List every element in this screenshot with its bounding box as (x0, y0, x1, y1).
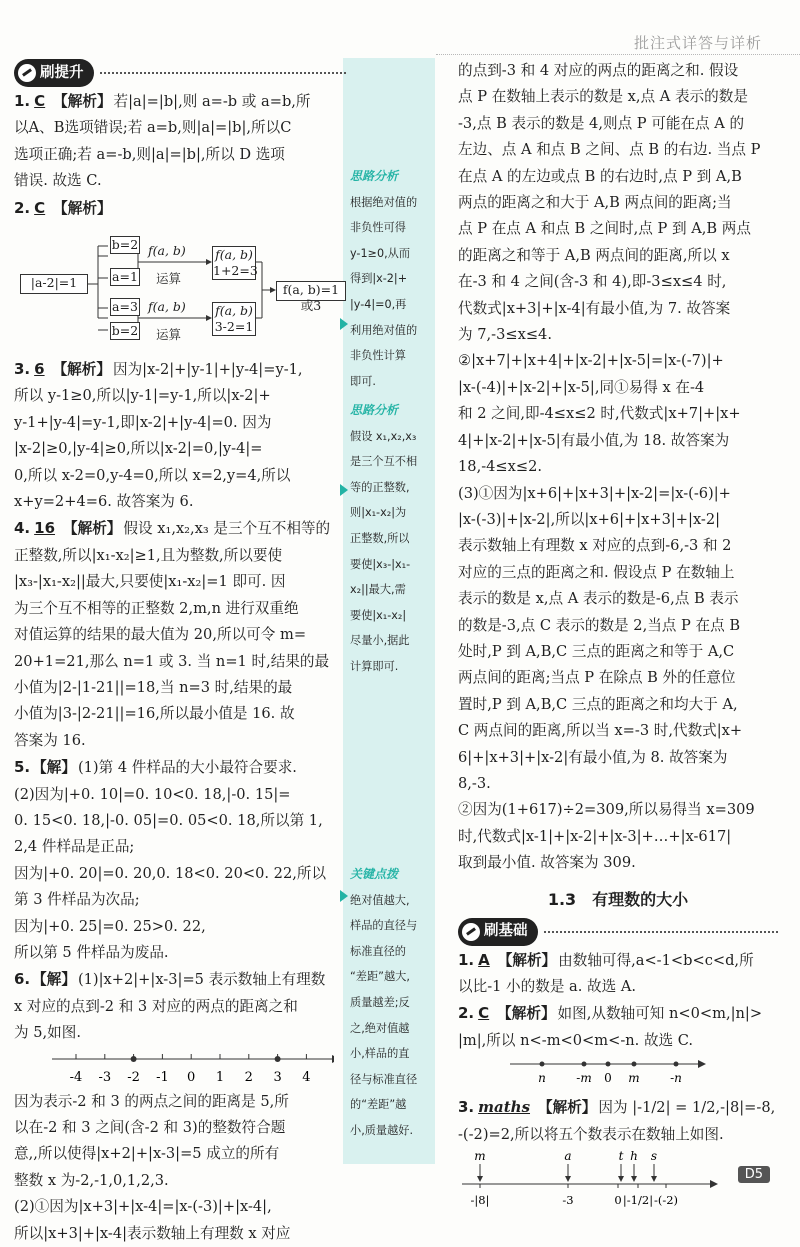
side-note-line: 径与标准直径 (350, 1072, 418, 1086)
side-note-line: 是三个互不相 (350, 455, 418, 469)
text-line: 两点的距离之和大于 A,B 两点间的距离;当 (458, 194, 732, 212)
text-line: |x-(-3)|+|x-2|,所以|x+6|+|x+3|+|x-2| (458, 510, 721, 528)
text-line: y-1+|y-4|=y-1,即|x-2|+|y-4|=0. 因为 (14, 413, 272, 431)
text-line: 错误. 故选 C. (14, 172, 102, 190)
flow-box: f(a, b) 3-2=1 (212, 302, 256, 336)
tick-label: -2 (127, 1069, 140, 1085)
text-line: 答案为 16. (14, 731, 86, 749)
flow-label: 运算 (156, 271, 182, 287)
side-note-line: 要使|x₁-x₂| (350, 608, 407, 622)
text-line: 正整数,所以|x₁-x₂|≥1,且为整数,所以要使 (14, 546, 283, 564)
text-line: 为三个互不相等的正整数 2,m,n 进行双重绝 (14, 599, 299, 617)
tick-label: |-1/2| (622, 1193, 654, 1208)
text-line: 意,,所以使得|x+2|+|x-3|=5 成立的所有 (14, 1145, 280, 1163)
text-line: 2,4 件样品是正品; (14, 838, 135, 856)
point-label: a (564, 1149, 572, 1164)
question-number: 4. (14, 519, 31, 538)
analysis-tag: 【解析】 (538, 1099, 597, 1117)
point-label: s (650, 1149, 658, 1164)
side-note-title: 关键点拨 (350, 867, 399, 881)
flow-label: f(a, b) (148, 243, 186, 259)
text-line: 取到最小值. 故答案为 309. (458, 854, 636, 872)
text-line: ②|x+7|+|x+4|+|x-2|+|x-5|=|x-(-7)|+ (458, 352, 724, 370)
text-line: 的点到-3 和 4 对应的两点的距离之和. 假设 (458, 62, 739, 79)
section-badge (14, 59, 94, 87)
text-line: 因为 |-1/2| = 1/2,-|8|=-8, (598, 1099, 776, 1117)
text-line: 小值为|2-|1-21||=18,当 n=3 时,结果的最 (14, 678, 293, 696)
text-line: 以A、B选项错误;若 a=b,则|a|=|b|,所以C (14, 119, 292, 137)
question-number: 1. (458, 950, 475, 969)
flow-box: f(a, b)=1或3 (276, 281, 346, 301)
text-line: 为 5,如图. (14, 1024, 81, 1042)
text-line: 4|+|x-2|+|x-5|有最小值,为 18. 故答案为 (458, 431, 730, 449)
side-note-title: 思路分析 (350, 403, 399, 417)
text-line: 以在-2 和 3 之间(含-2 和 3)的整数符合题 (14, 1119, 286, 1136)
text-line: 点 P 在数轴上表示的数是 x,点 A 表示的数是 (458, 88, 748, 106)
text-line: x+y=2+4=6. 故答案为 6. (14, 493, 194, 511)
text-line: 6|+|x+3|+|x-2|有最小值,为 8. 故答案为 (458, 748, 728, 766)
text-line: 因为表示-2 和 3 的两点之间的距离是 5,所 (14, 1092, 289, 1110)
section-header (458, 917, 778, 947)
side-note-line: 小,样品的直 (350, 1047, 410, 1061)
text-line: (2)因为|+0. 10|=0. 10<0. 18,|-0. 15|= (14, 785, 291, 803)
tick-label: -1 (156, 1069, 169, 1085)
text-line: 两点间的距离;当点 P 在除点 B 外的任意位 (458, 669, 736, 687)
solution-tag: 【解】 (32, 971, 76, 989)
dotted-rule (544, 931, 779, 933)
point-label: t (618, 1149, 624, 1164)
text-line: 第 3 件样品为次品; (14, 891, 140, 909)
text-line: ②因为(1+617)÷2=309,所以易得当 x=309 (458, 801, 755, 819)
side-note-line: 绝对值越大, (350, 893, 410, 907)
text-line: 小值为|3-|2-21||=16,所以最小值是 16. 故 (14, 705, 295, 723)
text-line: |m|,所以 n<-m<0<m<-n. 故选 C. (458, 1031, 694, 1049)
text-line: 因为|x-2|+|y-1|+|y-4|=y-1, (112, 361, 303, 379)
text-line: 表示的数是 x,点 A 表示的数是-6,点 B 表示 (458, 590, 739, 608)
question-2 (14, 195, 346, 352)
point (540, 1062, 545, 1067)
side-note-line: 的“差距”越 (350, 1098, 407, 1112)
analysis-tag: 【解析】 (497, 1005, 556, 1023)
page-number: D5 (738, 1166, 770, 1183)
question-3 (14, 356, 346, 515)
side-note-line: 质量越差;反 (350, 995, 410, 1009)
pen-icon (462, 923, 480, 941)
point-label: 0 (604, 1071, 612, 1086)
answer: 6 (34, 360, 45, 379)
section-badge (458, 918, 538, 946)
analysis-tag: 【解析】 (53, 93, 112, 110)
flow-box: b=2 (111, 323, 139, 339)
text-line: -3,点 B 表示的数是 4,则点 P 可能在点 A 的 (458, 114, 745, 132)
point (674, 1062, 679, 1067)
text-line: -(-2)=2,所以将五个数表示在数轴上如图. (458, 1125, 724, 1143)
right-column (458, 58, 778, 1218)
side-note-line: 样品的直径与 (350, 919, 418, 933)
answer: A (478, 950, 490, 969)
analysis-tag: 【解析】 (497, 951, 557, 969)
page-header: 批注式详答与详析 (633, 34, 762, 52)
side-note-line: |y-4|=0,再 (350, 297, 407, 311)
question-number: 6. (14, 970, 31, 989)
point (275, 1056, 281, 1062)
section-label: 刷提升 (40, 64, 84, 81)
side-note-line: y-1≥0,从而 (350, 246, 411, 260)
point (632, 1062, 637, 1067)
section-header (14, 58, 346, 88)
side-note-line: “差距”越大, (350, 970, 410, 984)
text-line: |x₃-|x₁-x₂||最大,只要使|x₁-x₂|=1 即可. 因 (14, 573, 286, 591)
text-line: C 两点间的距离,所以当 x=-3 时,代数式|x+ (458, 722, 743, 740)
number-line (458, 1054, 778, 1094)
flow-box: f(a, b) 1+2=3 (213, 247, 258, 279)
analysis-tag: 【解析】 (52, 361, 111, 379)
flow-box: b=2 (111, 237, 139, 253)
answer: maths (478, 1098, 531, 1117)
text-line: 以比-1 小的数是 a. 故选 A. (458, 978, 637, 995)
number-line (14, 1047, 334, 1089)
text-line: |x-(-4)|+|x-2|+|x-5|,同①易得 x 在-4 (458, 378, 705, 396)
point-label: -n (670, 1071, 682, 1086)
text-line: 的数是-3,点 C 表示的数是 2,当点 P 在点 B (458, 616, 741, 634)
text-line: 整数 x 为-2,-1,0,1,2,3. (14, 1171, 169, 1189)
answer: 16 (34, 519, 56, 538)
point (606, 1062, 611, 1067)
text-line: 因为|+0. 20|=0. 20,0. 18<0. 20<0. 22,所以 (14, 864, 327, 882)
answer: C (34, 92, 46, 110)
tick-label: -4 (69, 1069, 83, 1085)
pen-icon (18, 64, 36, 82)
text-line: (2)①因为|x+3|+|x-4|=|x-(-3)|+|x-4|, (14, 1198, 272, 1216)
side-note-line: 要使|x₃-|x₁- (350, 557, 411, 571)
text-line: 0. 15<0. 18,|-0. 05|=0. 05<0. 18,所以第 1, (14, 811, 323, 829)
left-column (14, 58, 346, 1247)
question-number: 2. (458, 1004, 475, 1023)
text-line: (1)|x+2|+|x-3|=5 表示数轴上有理数 (77, 971, 326, 989)
tick-label: 3 (273, 1069, 282, 1085)
question-1 (14, 88, 346, 195)
side-note-title: 思路分析 (350, 169, 399, 183)
answer: C (34, 198, 46, 217)
number-line (458, 1148, 778, 1218)
side-note-2 (350, 398, 430, 680)
question-number: 1. (14, 92, 31, 110)
text-line: 表示数轴上有理数 x 对应的点到-6,-3 和 2 (458, 537, 732, 555)
tick-label: 0 (187, 1069, 196, 1085)
side-note-line: 得到|x-2|+ (350, 272, 408, 286)
side-note-line: 则|x₁-x₂|为 (350, 506, 407, 520)
question-5 (14, 754, 346, 966)
question-number: 2. (14, 198, 31, 217)
text-line: 置时,P 到 A,B,C 三点的距离之和均大于 A, (458, 695, 738, 713)
tick-label: 0 (614, 1193, 622, 1208)
text-line: 0,所以 x-2=0,y-4=0,所以 x=2,y=4,所以 (14, 466, 291, 484)
side-note-line: 正整数,所以 (350, 531, 410, 545)
text-line: 时,代数式|x-1|+|x-2|+|x-3|+…+|x-617| (458, 827, 732, 845)
text-line: 若|a|=|b|,则 a=-b 或 a=b,所 (113, 93, 311, 110)
side-note-line: 非负性可得 (350, 221, 406, 235)
point-label: n (538, 1071, 546, 1086)
text-line: (1)第 4 件样品的大小最符合要求. (77, 759, 297, 777)
question-6 (14, 966, 346, 1247)
arrow-marker (618, 1176, 624, 1182)
tick-label: -3 (98, 1069, 112, 1085)
flow-box: a=1 (110, 268, 140, 286)
question-number: 3. (14, 360, 31, 379)
point (582, 1062, 587, 1067)
question-r2 (458, 1000, 778, 1094)
question-number: 3. (458, 1098, 475, 1117)
text-line: 左边、点 A 和点 B 之间、点 B 的右边. 当点 P (458, 141, 761, 159)
section-label: 刷基础 (484, 923, 528, 940)
text-line: 点 P 在点 A 和点 B 之间时,点 P 到 A,B 两点 (458, 220, 751, 238)
tick-label: -3 (562, 1193, 574, 1208)
header-rule (436, 54, 800, 55)
arrow-marker (631, 1176, 637, 1182)
text-line: 选项正确;若 a=-b,则|a|=|b|,所以 D 选项 (14, 145, 285, 163)
arrow-marker (477, 1176, 483, 1182)
flow-box: |a-2|=1 (20, 274, 88, 294)
side-note-line: 标准直径的 (350, 944, 406, 958)
text-line: 在-3 和 4 之间(含-3 和 4),即-3≤x≤4 时, (458, 273, 727, 291)
question-4 (14, 515, 346, 754)
point-label: h (630, 1149, 638, 1164)
answer: C (478, 1004, 490, 1023)
text-line: 代数式|x+3|+|x-4|有最小值,为 7. 故答案 (458, 299, 731, 317)
tick-label: -|8| (470, 1193, 490, 1208)
side-note-line: 非负性计算 (350, 349, 406, 363)
text-line: 对应的三点的距离之和. 假设点 P 在数轴上 (458, 563, 735, 581)
flow-diagram (14, 226, 346, 352)
flow-box: a=3 (110, 298, 140, 316)
continued-solution (458, 58, 778, 877)
side-note-line: x₂||最大,需 (350, 583, 406, 597)
arrow-marker (565, 1176, 571, 1182)
text-line: 所以|x+3|+|x-4|表示数轴上有理数 x 对应 (14, 1224, 291, 1242)
text-line: 所以 y-1≥0,所以|y-1|=y-1,所以|x-2|+ (14, 387, 271, 405)
analysis-tag: 【解析】 (53, 199, 112, 217)
text-line: 和 2 之间,即-4≤x≤2 时,代数式|x+7|+|x+ (458, 405, 741, 423)
text-line: 处时,P 到 A,B,C 三点的距离之和等于 A,C (458, 642, 735, 660)
question-r1 (458, 947, 778, 1001)
tick-label: 2 (244, 1069, 253, 1085)
tick-label: -(-2) (653, 1193, 679, 1208)
text-line: 假设 x₁,x₂,x₃ 是三个互不相等的 (123, 520, 331, 538)
tick-label: 1 (215, 1069, 225, 1085)
text-line: 所以第 5 件样品为废品. (14, 943, 169, 961)
flow-label: f(a, b) (148, 299, 186, 315)
side-note-1 (350, 164, 430, 394)
solution-tag: 【解】 (32, 759, 76, 777)
text-line: 18,-4≤x≤2. (458, 458, 543, 476)
text-line: 20+1=21,那么 n=1 或 3. 当 n=1 时,结果的最 (14, 652, 330, 670)
arrow-marker (651, 1176, 657, 1182)
tick-label: 4 (302, 1069, 311, 1085)
side-note-line: 之,绝对值越 (350, 1021, 410, 1035)
text-line: 因为|+0. 25|=0. 25>0. 22, (14, 917, 206, 935)
side-note-line: 利用绝对值的 (350, 323, 418, 337)
text-line: x 对应的点到-2 和 3 对应的两点的距离之和 (14, 997, 298, 1015)
side-note-line: 尽量小,据此 (350, 634, 410, 648)
side-note-line: 计算即可. (350, 659, 399, 673)
question-r3 (458, 1094, 778, 1218)
analysis-tag: 【解析】 (63, 520, 122, 538)
text-line: 为 7,-3≤x≤4. (458, 326, 552, 344)
text-line: 在点 A 的左边或点 B 的右边时,点 P 到 A,B (458, 167, 742, 185)
side-note-line: 即可. (350, 374, 376, 388)
text-line: |x-2|≥0,|y-4|≥0,所以|x-2|=0,|y-4|= (14, 440, 263, 458)
side-note-line: 假设 x₁,x₂,x₃ (350, 429, 417, 443)
side-note-line: 小,质量越好. (350, 1123, 414, 1137)
section-title: 1.3 有理数的大小 (547, 889, 689, 909)
dotted-rule (100, 72, 347, 74)
text-line: 8,-3. (458, 774, 491, 792)
side-note-3 (350, 862, 430, 1144)
side-note-line: 等的正整数, (350, 480, 410, 494)
question-number: 5. (14, 758, 31, 777)
side-note-line: 根据绝对值的 (350, 195, 418, 209)
text-line: 的距离之和等于 A,B 两点间的距离,所以 x (458, 246, 730, 264)
point-label: m (628, 1071, 640, 1086)
text-line: 由数轴可得,a<-1<b<c<d,所 (558, 951, 754, 969)
point (131, 1056, 137, 1062)
point-label: -m (576, 1071, 592, 1086)
point-label: m (474, 1149, 486, 1164)
text-line: 如图,从数轴可知 n<0<m,|n|> (557, 1005, 763, 1023)
flow-label: 运算 (156, 327, 182, 343)
text-line: 对值运算的结果的最大值为 20,所以可令 m= (14, 626, 307, 644)
text-line: (3)①因为|x+6|+|x+3|+|x-2|=|x-(-6)|+ (458, 484, 731, 502)
